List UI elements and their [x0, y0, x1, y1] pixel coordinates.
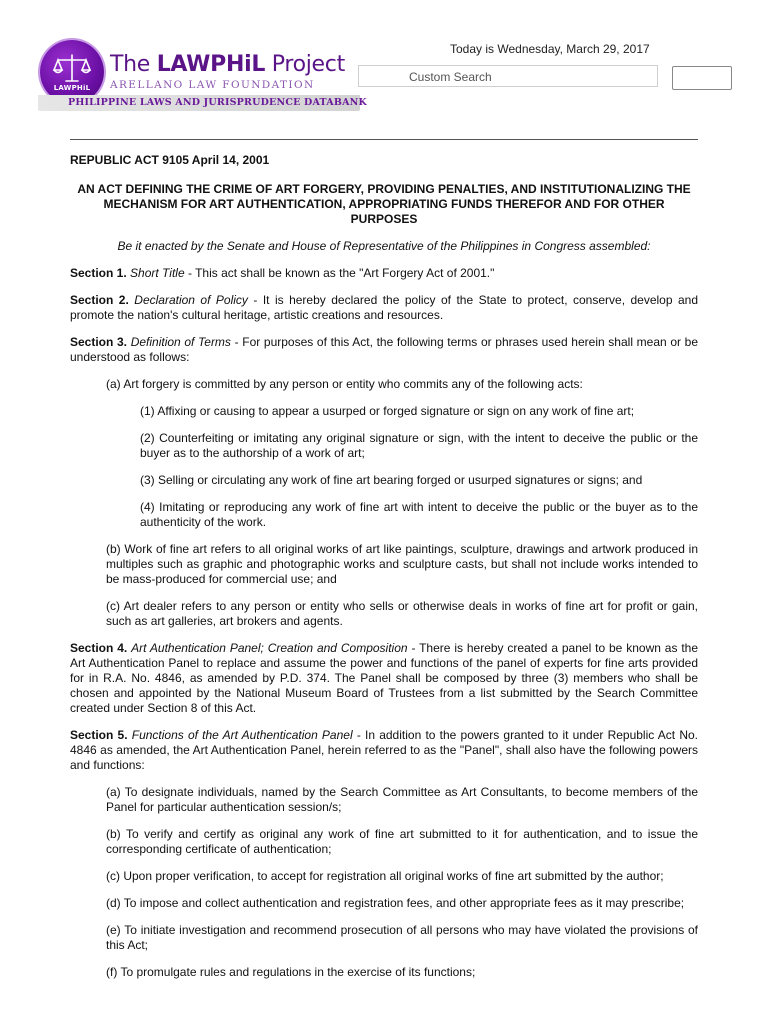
section-text: - In addition to the powers granted to it under Republic Act No. 4846 as amended, the Art Authentication Panel, herein referred to as the "Panel", shall also have the following powers and functions: — [70, 728, 698, 772]
clause-5d: (d) To impose and collect authentication and registration fees, and other appropriate fees as it may prescribe; — [106, 896, 685, 910]
today-date: Today is Wednesday, March 29, 2017 — [450, 42, 650, 56]
republic-act-heading: REPUBLIC ACT 9105 April 14, 2001 — [70, 153, 270, 167]
brand-tagline-bar — [38, 95, 367, 111]
site-logo[interactable] — [38, 38, 367, 114]
section-number: Section 3. — [70, 335, 128, 349]
header-divider — [70, 139, 698, 140]
section-2 — [70, 293, 698, 323]
clause-3a-4: (4) Imitating or reproducing any work of fine art with intent to deceive the public or the buyer as to the authenticity of the work. — [140, 500, 698, 529]
section-title: Declaration of Policy — [134, 293, 248, 307]
section-number: Section 2. — [70, 293, 129, 307]
section-4 — [70, 641, 698, 716]
brand-prefix: The — [110, 52, 157, 77]
document-body — [70, 153, 698, 992]
section-number: Section 5. — [70, 728, 128, 742]
brand-suffix: Project — [265, 52, 345, 77]
clause-3a-1: (1) Affixing or causing to appear a usurped or forged signature or sign on any work of fine art; — [140, 404, 635, 418]
section-title: Art Authentication Panel; Creation and Composition — [131, 641, 408, 655]
section-title: Definition of Terms — [130, 335, 231, 349]
section-text: - This act shall be known as the "Art Forgery Act of 2001." — [184, 266, 495, 280]
section-text: - There is hereby created a panel to be known as the Art Authentication Panel to replace and assume the power and functions of the panel of experts for fine arts provided for in R.A. No. 4846, as amended by P.D. 374. The Panel shall be composed by three (3) members who shall be chosen and appointed by the National Museum Board of Trustees from a list submitted by the Search Committee created under Section 8 of this Act. — [70, 641, 699, 715]
act-title: AN ACT DEFINING THE CRIME OF ART FORGERY, PROVIDING PENALTIES, AND INSTITUTIONALIZING THE MECHANISM FOR ART AUTHENTICATION, APPROPRIATING FUNDS THEREFOR AND FOR OTHER PURPOSES — [77, 182, 691, 226]
section-text: - It is hereby declared the policy of the State to protect, conserve, develop and promote the nation's cultural heritage, artistic creations and resources. — [70, 293, 699, 322]
clause-5c: (c) Upon proper verification, to accept for registration all original works of fine art submitted by the author; — [106, 869, 664, 883]
clause-5e: (e) To initiate investigation and recommend prosecution of all persons who may have violated the provisions of this Act; — [106, 923, 698, 952]
clause-5f: (f) To promulgate rules and regulations in the exercise of its functions; — [106, 965, 476, 979]
seal-label: LAWPHiL — [53, 84, 91, 92]
brand-subtitle: ARELLANO LAW FOUNDATION — [110, 79, 315, 91]
custom-search-input[interactable]: Custom Search — [358, 65, 658, 87]
section-number: Section 4. — [70, 641, 128, 655]
clause-5b: (b) To verify and certify as original any work of fine art submitted to it for authentication, and to issue the corresponding certificate of authentication; — [106, 827, 698, 856]
section-number: Section 1. — [70, 266, 127, 280]
clause-3a: (a) Art forgery is committed by any person or entity who commits any of the following acts: — [106, 377, 583, 391]
section-text: - For purposes of this Act, the following terms or phrases used herein shall mean or be understood as follows: — [70, 335, 699, 364]
enacting-clause: Be it enacted by the Senate and House of Representative of the Philippines in Congress assembled: — [117, 239, 651, 253]
clause-3b: (b) Work of fine art refers to all original works of art like paintings, sculpture, drawings and artwork produced in multiples such as graphic and photographic works and sculpture casts, but shall not include works intended to be mass-produced for commercial use; and — [106, 542, 698, 586]
brand-tagline: PHILIPPINE LAWS AND JURISPRUDENCE DATABANK — [68, 97, 367, 108]
section-3 — [70, 335, 698, 365]
section-5 — [70, 728, 698, 773]
section-1 — [70, 266, 698, 281]
clause-3c: (c) Art dealer refers to any person or entity who sells or otherwise deals in works of fine art for profit or gain, such as art galleries, art brokers and agents. — [106, 599, 698, 628]
clause-5a: (a) To designate individuals, named by the Search Committee as Art Consultants, to become members of the Panel for particular authentication session/s; — [106, 785, 698, 814]
section-title: Functions of the Art Authentication Panel — [131, 728, 353, 742]
clause-3a-2: (2) Counterfeiting or imitating any original signature or sign, with the intent to deceive the public or the buyer as to the authorship of a work of art; — [140, 431, 698, 460]
brand-title — [110, 52, 345, 77]
brand-strong: LAWPHiL — [156, 52, 266, 77]
search-button[interactable] — [672, 66, 732, 90]
section-title: Short Title — [130, 266, 185, 280]
clause-3a-3: (3) Selling or circulating any work of fine art bearing forged or usurped signatures or signs; and — [140, 473, 643, 487]
